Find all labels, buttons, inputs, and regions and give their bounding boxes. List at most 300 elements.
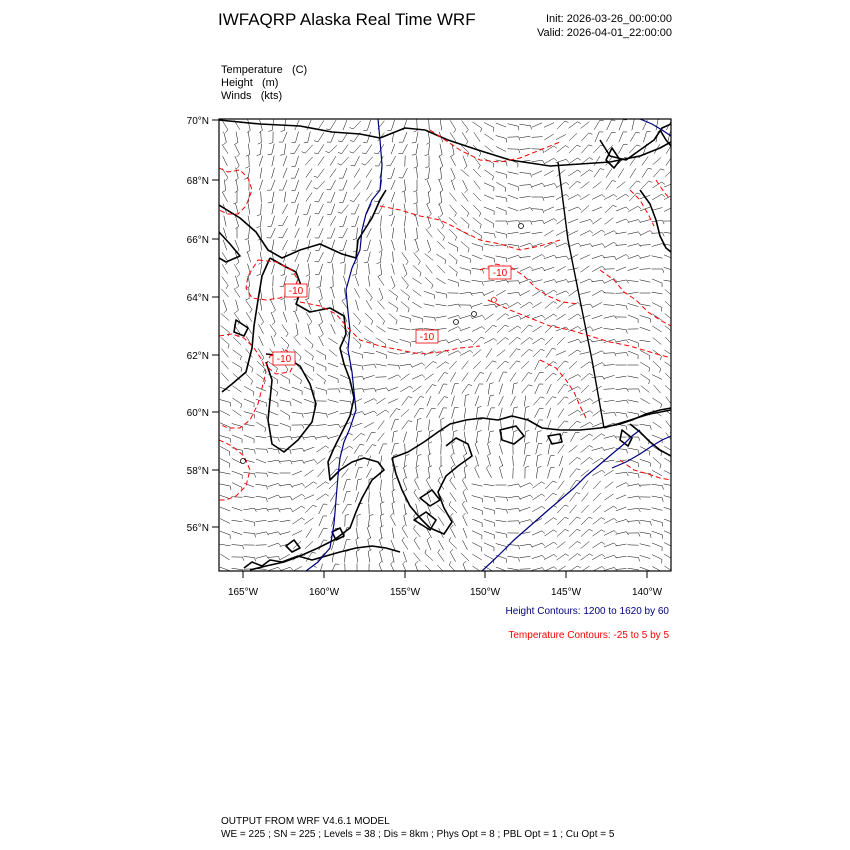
wind-barb-flag [494,339,497,342]
wind-barb [499,444,502,455]
wind-barb-flag [672,321,673,325]
wind-barb [295,312,299,322]
wind-barb [496,520,507,522]
wind-barb [508,509,519,510]
wind-barb-flag [507,497,508,501]
wind-barb [474,181,481,190]
wind-barb [593,518,602,525]
wind-barb-flag [590,422,593,425]
wind-barb-flag [455,237,457,241]
wind-barb [272,264,275,275]
wind-barb [556,291,566,295]
wind-barb [401,374,410,381]
wind-barb [364,375,375,378]
wind-barb [426,385,433,394]
wind-barb [391,420,395,430]
wind-barb-flag [465,190,468,193]
wind-barb [616,207,626,211]
wind-barb-flag [458,304,460,307]
wind-barb [593,530,602,536]
wind-barb-flag [312,552,316,553]
wind-barb-flag [317,287,321,288]
wind-barb [544,255,554,259]
wind-barb [392,492,394,503]
wind-barb-flag [414,489,416,492]
wind-barb [292,460,303,461]
wind-barb [366,432,371,442]
wind-barb [484,519,494,522]
wind-barb [522,385,529,393]
wind-barb-flag [518,302,521,305]
wind-barb [548,444,550,455]
wind-barb [616,304,627,306]
wind-barb-flag [577,457,581,459]
wind-barb [534,408,539,418]
wind-barb [392,468,393,479]
wind-barb-flag [506,258,507,262]
wind-barb-flag [351,402,352,406]
wind-barb [428,468,429,479]
wind-barb [380,528,382,539]
wind-barb [319,300,323,310]
wind-barb [319,252,324,262]
wind-barb [568,398,577,404]
wind-barb-flag [478,165,480,168]
wind-barb-flag [614,195,617,198]
wind-barb [319,204,324,214]
wind-barb [220,531,230,535]
wind-barb [304,447,314,451]
wind-barb [366,289,373,298]
wind-barb [604,470,613,476]
wind-barb-flag [529,349,533,351]
wind-barb [508,195,518,199]
wind-barb [557,121,565,129]
wind-barb-flag [673,169,677,171]
lon-tick [228,571,259,598]
wind-barb-flag [237,154,240,157]
wind-barb [308,324,311,335]
svg-text:-10: -10 [492,268,508,279]
wind-barb [461,553,469,561]
wind-barb [593,145,600,153]
wind-barb [344,288,345,299]
wind-barb [628,339,638,343]
variable-name: Height [221,77,253,89]
wind-barb [532,255,542,260]
wind-barb [343,120,347,130]
wind-barb [221,373,228,381]
wind-barb [427,396,431,406]
wind-barb [330,156,336,165]
wind-barb [488,384,490,395]
wind-barb [568,410,577,416]
wind-barb [333,264,334,275]
wind-barb [472,519,482,523]
wind-barb [319,216,324,226]
wind-barb-flag [383,321,385,325]
wind-barb-flag [554,554,557,557]
wind-barb [427,240,431,250]
wind-barb [319,264,323,274]
wind-barb [569,446,578,453]
wind-barb-flag [490,383,494,384]
wind-barb [464,432,466,443]
wind-barb [427,204,432,214]
wind-barb [545,530,554,536]
wind-barb-flag [602,244,604,247]
wind-barb [448,279,458,282]
wind-barb [463,180,468,190]
wind-barb [353,337,361,344]
wind-barb-flag [286,334,288,337]
wind-barb [452,396,455,407]
wind-barb [439,204,443,214]
wind-barb [391,120,394,130]
wind-barb [353,433,361,440]
wind-barb [414,253,421,262]
wind-barb-flag [350,152,354,153]
wind-barb-flag [672,120,676,121]
wind-barb [368,240,371,251]
wind-barb [484,232,495,234]
wind-barb [390,156,395,166]
wind-barb [268,436,279,438]
wind-barb [580,194,589,200]
wind-barb-flag [277,392,278,396]
wind-barb [388,365,399,366]
wind-barb-flag [326,129,330,130]
wind-barb-flag [274,334,276,337]
wind-barb-flag [529,385,533,386]
wind-barb [307,228,311,238]
wind-barb [520,520,531,523]
wind-barb [461,217,469,224]
wind-barb-flag [514,431,518,432]
wind-barb [376,398,385,404]
wind-barb-flag [637,193,641,194]
wind-barb-flag [615,256,617,260]
wind-barb [400,352,411,354]
wind-barb-flag [565,505,569,506]
wind-barb [580,244,591,247]
wind-barb [604,353,615,354]
svg-text:58°N: 58°N [186,466,209,477]
wind-barb [305,337,313,344]
wind-barb [404,504,406,515]
svg-text:64°N: 64°N [186,293,209,304]
wind-barb [448,327,458,332]
wind-barb [545,337,553,345]
wind-barb-flag [457,248,458,252]
wind-barb-flag [466,129,468,132]
wind-barb-flag [462,477,465,480]
wind-barb [664,471,674,476]
wind-barb [652,520,663,523]
wind-barb [652,208,663,211]
wind-barb [520,136,531,138]
wind-barb [268,509,279,510]
wind-barb-flag [660,465,661,469]
wind-barb [273,288,274,299]
wind-barb [641,181,649,189]
wind-barb-flag [626,219,629,222]
wind-barb [556,266,566,271]
wind-barb [557,146,566,153]
wind-barb [640,398,649,404]
wind-barb [592,230,601,236]
wind-barb [664,507,674,510]
wind-barb [328,363,338,367]
wind-barb [484,339,494,344]
wind-barb [402,144,407,154]
wind-barb [343,240,347,250]
wind-barb-flag [578,398,581,400]
wind-barb [535,384,539,394]
wind-barb-flag [626,207,629,210]
wind-barb-flag [541,397,545,398]
wind-barb-flag [614,231,617,234]
wind-barb [592,207,602,211]
wind-barb [223,300,227,310]
wind-barb-flag [480,373,484,374]
wind-barb [308,216,311,227]
wind-barb [367,180,372,190]
lat-tick [187,235,219,246]
wind-barb-flag [278,450,279,454]
wind-barb-flag [374,153,378,154]
wind-barb-flag [396,321,397,325]
wind-barb [416,216,419,227]
wind-barb [304,412,315,413]
wind-barb-flag [324,380,325,384]
wind-barb [508,556,519,557]
wind-barb [580,411,590,416]
wind-barb-flag [289,416,290,420]
wind-barb-flag [266,532,268,535]
wind-barb [460,280,471,282]
wind-barb-flag [674,246,675,250]
wind-barb-flag [261,322,264,325]
wind-barb [532,232,543,234]
wind-barb [280,387,290,391]
wind-barb-flag [390,513,393,516]
wind-barb [534,372,539,382]
wind-barb [331,192,335,202]
wind-barb [616,412,627,414]
wind-barb [641,386,650,393]
wind-barb [595,132,599,142]
wind-barb [452,408,455,419]
wind-barb-flag [467,213,469,217]
wind-barb [628,376,639,378]
wind-barb-flag [626,400,628,404]
wind-barb [221,289,228,297]
wind-barb-flag [233,203,237,205]
wind-barb-flag [507,245,509,249]
wind-barb [317,181,324,189]
wind-barb [652,435,662,439]
wind-barb [328,338,337,344]
wind-barb [280,484,291,486]
wind-barb [512,420,514,431]
wind-barb-flag [526,443,530,444]
wind-barb-flag [353,239,357,240]
wind-barb [340,400,351,401]
wind-barb [462,361,469,370]
wind-barb [440,192,441,203]
wind-barb [592,448,603,451]
wind-barb-flag [518,484,520,487]
wind-barb-flag [326,446,329,448]
wind-barb [381,504,382,515]
wind-barb [619,132,623,142]
wind-barb [356,300,359,311]
wind-barb [402,528,408,537]
wind-barb [283,132,287,142]
wind-barb [460,268,471,271]
wind-barb [462,385,468,394]
wind-barb [449,361,456,369]
wind-barb [366,445,373,454]
wind-barb [236,132,238,143]
wind-barb [280,400,291,402]
wind-barb [425,277,433,285]
wind-barb [331,564,336,574]
wind-barb [440,144,442,155]
wind-barb [436,254,445,260]
wind-barb-flag [374,399,377,402]
wind-barb [340,412,351,414]
wind-barb [616,376,627,378]
wind-barb [244,483,254,487]
wind-barb [524,444,525,455]
wind-barb [400,386,409,392]
wind-barb [367,228,372,238]
wind-barb [271,216,274,227]
wind-barb-flag [404,465,407,467]
wind-barb [665,326,674,333]
wind-barb [436,292,447,294]
wind-barb-flag [518,326,521,328]
wind-barb [403,432,406,443]
wind-barb [484,195,494,199]
wind-barb-flag [432,408,436,409]
wind-barb [509,337,517,344]
wind-barb-flag [601,434,604,436]
wind-barb [316,425,327,426]
lat-tick [187,523,219,534]
wind-barb [484,531,494,535]
wind-barb [352,412,363,415]
wind-barb [524,396,526,407]
wind-barb-flag [287,345,289,349]
wind-barb [429,420,430,431]
wind-barb [568,314,577,320]
wind-barb [402,277,409,286]
wind-barb-flag [554,542,557,544]
wind-barb [532,137,543,138]
wind-barb-flag [493,572,494,576]
wind-barb [568,375,578,380]
wind-barb-flag [362,412,364,415]
wind-barb [233,386,242,392]
wind-barb [496,256,507,258]
wind-barb [521,361,529,369]
wind-barb [544,184,555,187]
wind-barb-flag [542,494,545,496]
wind-barb [355,204,359,214]
wind-barb [450,493,456,502]
wind-barb-flag [565,529,569,531]
wind-barb [393,204,394,215]
wind-barb [220,400,231,403]
wind-barb [511,396,516,406]
wind-barb-flag [446,294,447,298]
wind-barb-flag [415,250,418,252]
wind-barb-flag [235,286,238,288]
wind-barb-flag [272,322,275,325]
lon-tick [551,571,582,598]
wind-barb-flag [614,436,616,439]
wind-barb-flag [578,243,581,246]
wind-barb-flag [578,170,581,172]
wind-barb [544,158,554,163]
wind-barb [594,120,600,129]
wind-barb [305,470,314,476]
wind-barb [221,326,230,333]
wind-barb-flag [589,446,593,448]
wind-barb [260,168,262,179]
lat-tick [187,466,219,477]
wind-barb [270,325,276,334]
wind-barb-flag [362,153,366,154]
wind-barb [352,423,362,427]
wind-barb [355,156,360,166]
wind-barb [342,469,349,478]
wind-barb [581,145,588,153]
wind-barb-flag [314,188,318,190]
wind-barb [463,492,467,502]
wind-barb [547,384,552,394]
wind-barb-flag [542,531,545,534]
wind-barb [292,387,302,391]
wind-barb [616,569,627,570]
wind-barb [557,554,566,560]
wind-barb [220,446,230,451]
wind-barb-flag [278,532,280,535]
wind-barb [559,456,562,466]
wind-barb [220,436,231,439]
wind-barb-flag [543,197,545,201]
wind-barb [292,531,302,536]
wind-barb [268,472,279,474]
wind-barb [580,422,590,427]
wind-barb [222,264,228,273]
wind-barb-flag [602,266,605,269]
wind-barb [568,339,578,343]
wind-barb [592,470,602,475]
wind-barb-flag [543,220,545,224]
wind-barb [282,325,288,334]
wind-barb-flag [602,554,605,557]
wind-barb-flag [257,215,261,216]
wind-barb-flag [340,262,344,263]
wind-barb-flag [235,178,238,180]
wind-barb [520,196,531,197]
wind-barb-flag [300,357,301,361]
wind-barb-flag [590,554,593,556]
